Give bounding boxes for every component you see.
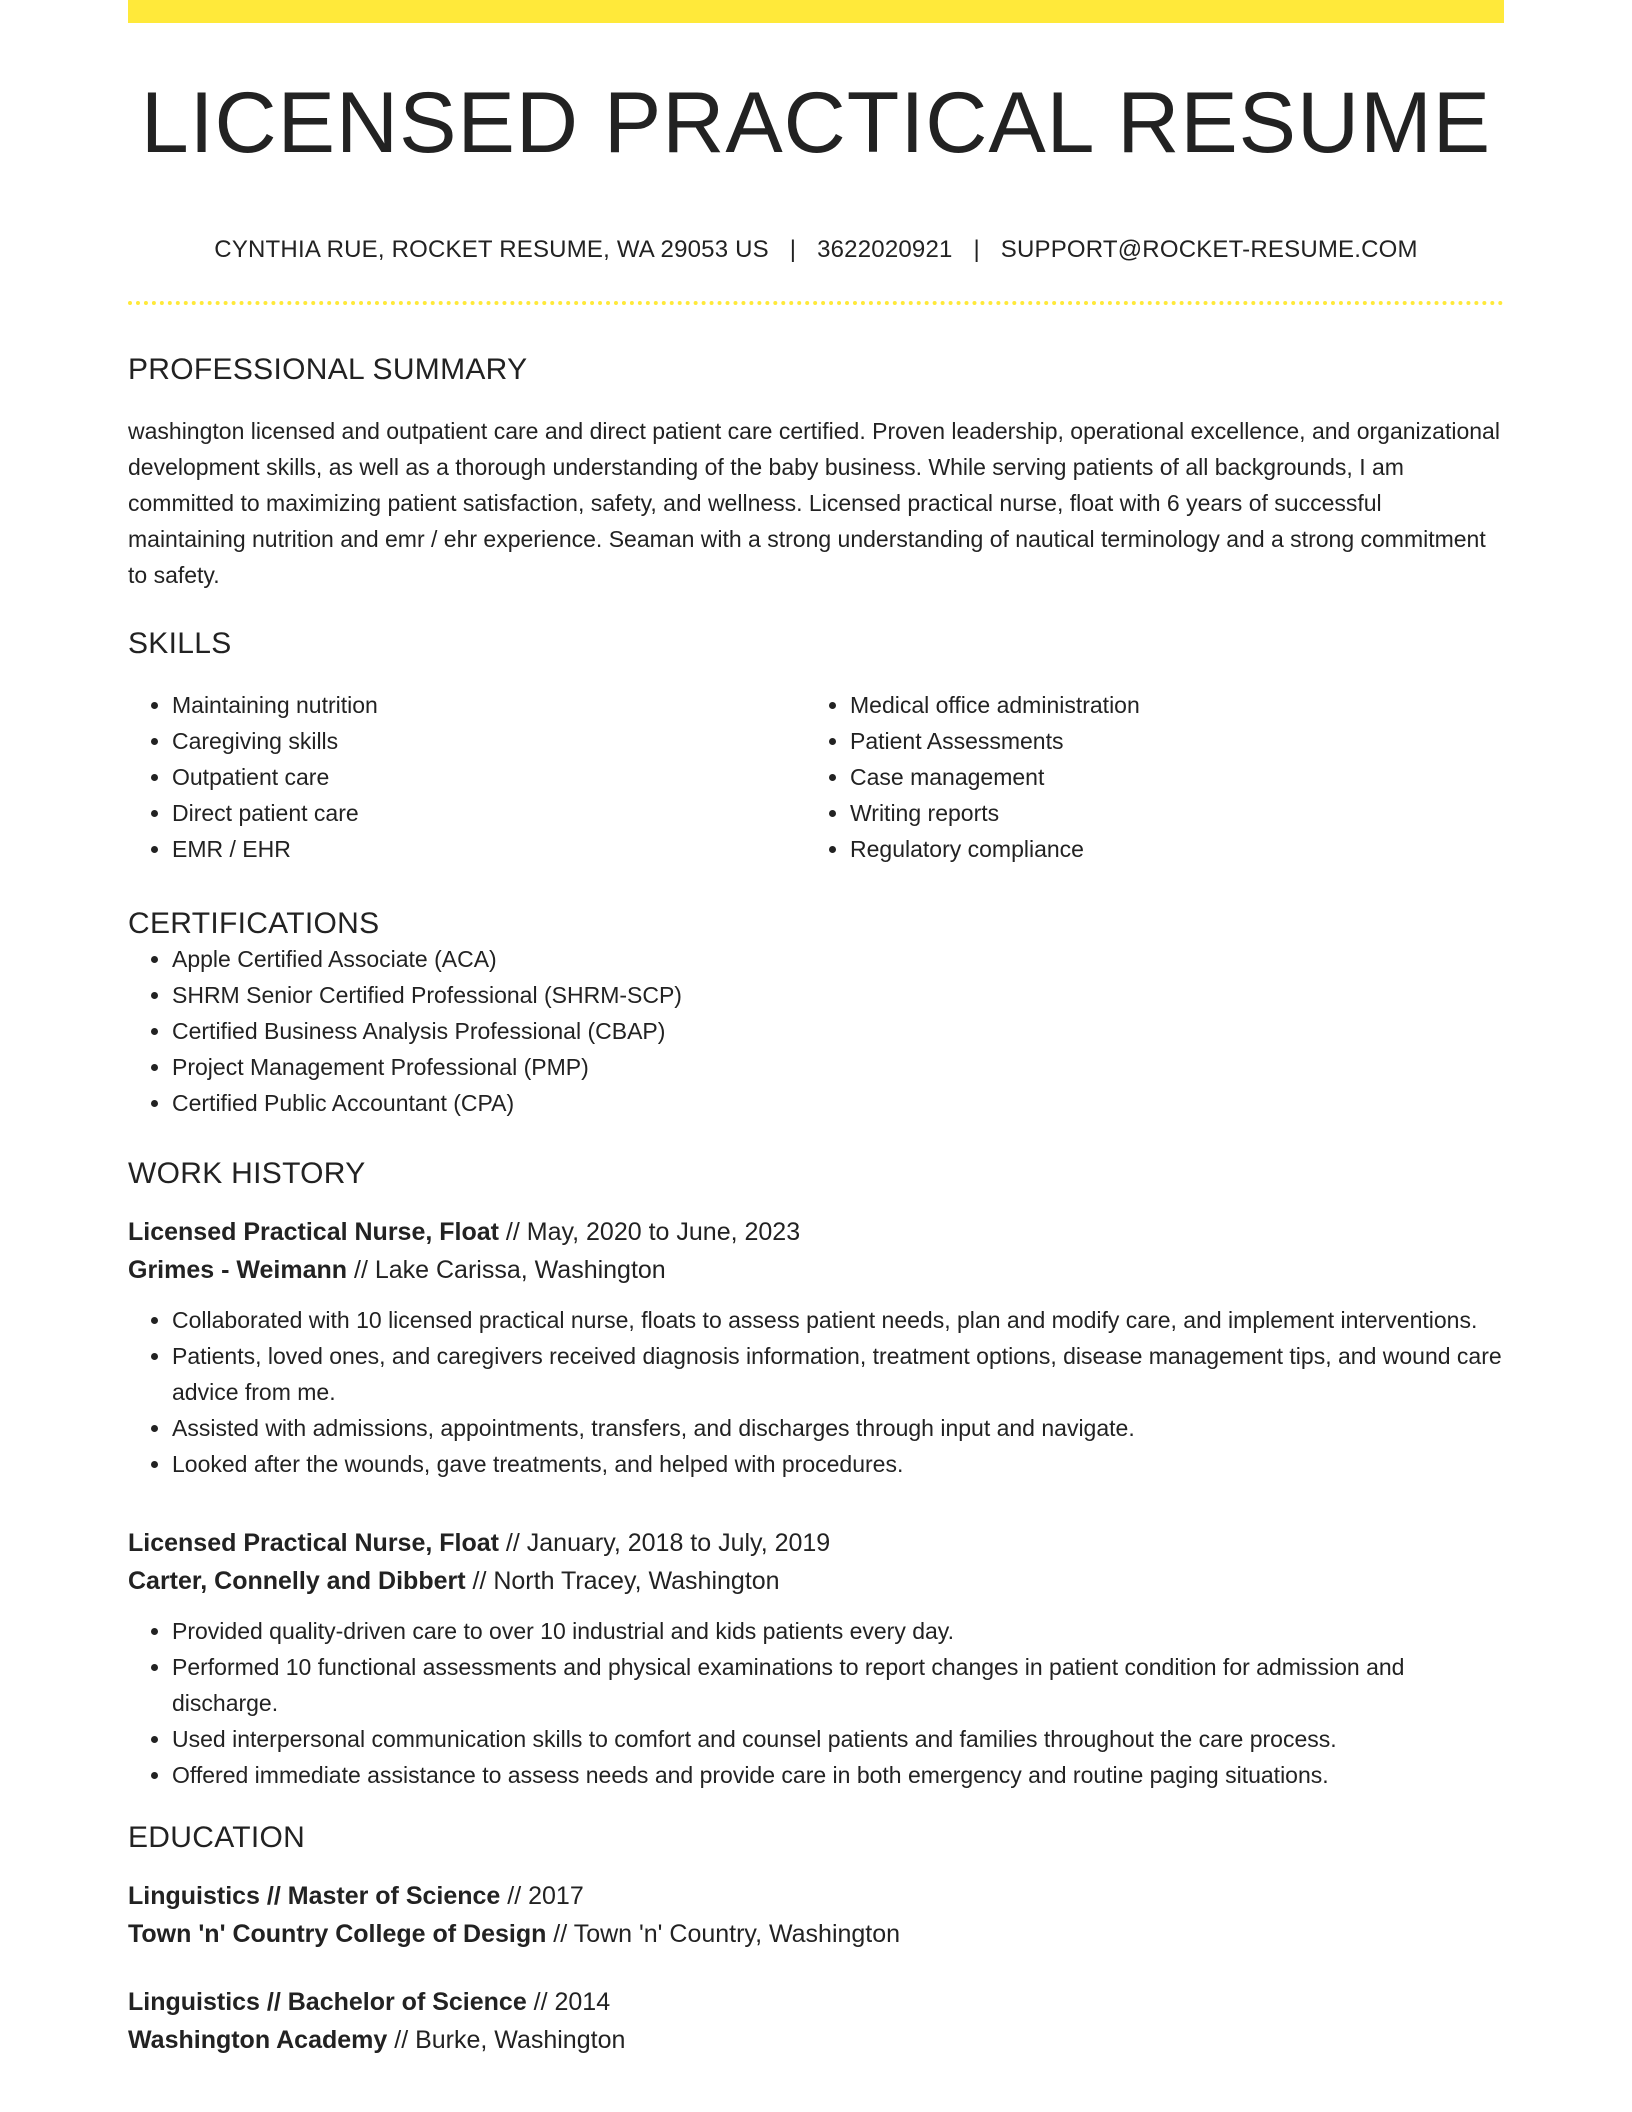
education-degree-line (128, 1877, 1504, 1915)
certification-item: • Certified Business Analysis Professional (CBAP) (172, 1013, 1504, 1049)
job-title-line (128, 1524, 1504, 1562)
education-year: // 2014 (526, 1988, 611, 2016)
job-employer: Grimes - Weimann (128, 1256, 348, 1284)
job-bullet: • Looked after the wounds, gave treatments, and helped with procedures. (172, 1446, 1504, 1482)
contact-address: CYNTHIA RUE, ROCKET RESUME, WA 29053 US (214, 236, 769, 263)
job-location: // North Tracey, Washington (465, 1567, 780, 1595)
job-bullets (128, 1613, 1504, 1793)
education-degree-line (128, 1983, 1504, 2021)
job-title-line (128, 1213, 1504, 1251)
job-location: // Lake Carissa, Washington (347, 1256, 666, 1284)
certifications-list (128, 941, 1504, 1121)
skill-item: • Outpatient care (172, 759, 806, 795)
resume-page (128, 0, 1504, 2059)
job-entry (128, 1213, 1504, 1482)
education-location: // Town 'n' Country, Washington (546, 1920, 901, 1948)
job-dates: // May, 2020 to June, 2023 (498, 1218, 801, 1246)
education-degree: Linguistics // Master of Science (128, 1882, 501, 1910)
skill-item: • Regulatory compliance (850, 831, 1484, 867)
summary-heading: PROFESSIONAL SUMMARY (128, 353, 528, 386)
certifications-heading: CERTIFICATIONS (128, 907, 380, 940)
dotted-divider (128, 301, 1504, 305)
skill-item: • EMR / EHR (172, 831, 806, 867)
education-school: Town 'n' Country College of Design (128, 1920, 547, 1948)
skill-item: • Case management (850, 759, 1484, 795)
job-employer-line (128, 1251, 1504, 1289)
work-history-heading: WORK HISTORY (128, 1157, 366, 1190)
job-bullet: • Performed 10 functional assessments and physical examinations to report changes in patient condition for admission and discharge. (172, 1649, 1504, 1721)
certification-item: • Project Management Professional (PMP) (172, 1049, 1504, 1085)
certification-item: • SHRM Senior Certified Professional (SHRM-SCP) (172, 977, 1504, 1013)
job-dates: // January, 2018 to July, 2019 (498, 1529, 831, 1557)
skills-heading: SKILLS (128, 627, 232, 660)
education-entry (128, 1983, 1504, 2059)
education-school: Washington Academy (128, 2026, 388, 2054)
job-bullet: • Patients, loved ones, and caregivers received diagnosis information, treatment options, disease management tips, and wound care advice from me. (172, 1338, 1504, 1410)
skills-columns (128, 687, 1504, 867)
contact-info (128, 236, 1504, 264)
education-school-line (128, 1915, 1504, 1953)
job-employer: Carter, Connelly and Dibbert (128, 1567, 466, 1595)
job-entry (128, 1524, 1504, 1793)
contact-separator: | (973, 236, 980, 263)
skills-column-right (806, 687, 1484, 867)
education-entry (128, 1877, 1504, 1953)
job-bullet: • Collaborated with 10 licensed practical nurse, floats to assess patient needs, plan and modify care, and implement interventions. (172, 1302, 1504, 1338)
job-title: Licensed Practical Nurse, Float (128, 1529, 499, 1557)
job-bullet: • Offered immediate assistance to assess needs and provide care in both emergency and routine paging situations. (172, 1757, 1504, 1793)
skill-item: • Patient Assessments (850, 723, 1484, 759)
skill-item: • Caregiving skills (172, 723, 806, 759)
job-bullet: • Used interpersonal communication skills to comfort and counsel patients and families throughout the care process. (172, 1721, 1504, 1757)
education-location: // Burke, Washington (387, 2026, 626, 2054)
job-title: Licensed Practical Nurse, Float (128, 1218, 499, 1246)
contact-phone: 3622020921 (817, 236, 953, 263)
contact-separator: | (789, 236, 797, 263)
top-accent-bar (128, 0, 1504, 23)
contact-email: SUPPORT@ROCKET-RESUME.COM (1000, 236, 1418, 263)
job-bullets (128, 1302, 1504, 1482)
job-bullet: • Provided quality-driven care to over 10 industrial and kids patients every day. (172, 1613, 1504, 1649)
skill-item: • Writing reports (850, 795, 1484, 831)
skill-item: • Maintaining nutrition (172, 687, 806, 723)
education-degree: Linguistics // Bachelor of Science (128, 1988, 527, 2016)
summary-text: washington licensed and outpatient care and direct patient care certified. Proven leadership, operational excellence, and organizational development skills, as well as a thorough understanding of the baby business. While serving patients of all backgrounds, I am committed to maximizing patient satisfaction, safety, and wellness. Licensed practical nurse, float with 6 years of successful maintaining nutrition and emr / ehr experience. Seaman with a strong understanding of nautical terminology and a strong commitment to safety. (128, 418, 1500, 588)
education-school-line (128, 2021, 1504, 2059)
skill-item: • Medical office administration (850, 687, 1484, 723)
resume-title: LICENSED PRACTICAL RESUME (140, 75, 1492, 171)
job-bullet: • Assisted with admissions, appointments, transfers, and discharges through input and navigate. (172, 1410, 1504, 1446)
certification-item: • Apple Certified Associate (ACA) (172, 941, 1504, 977)
job-employer-line (128, 1562, 1504, 1600)
skills-column-left (128, 687, 806, 867)
education-heading: EDUCATION (128, 1821, 306, 1854)
skill-item: • Direct patient care (172, 795, 806, 831)
education-year: // 2017 (500, 1882, 584, 1910)
certification-item: • Certified Public Accountant (CPA) (172, 1085, 1504, 1121)
